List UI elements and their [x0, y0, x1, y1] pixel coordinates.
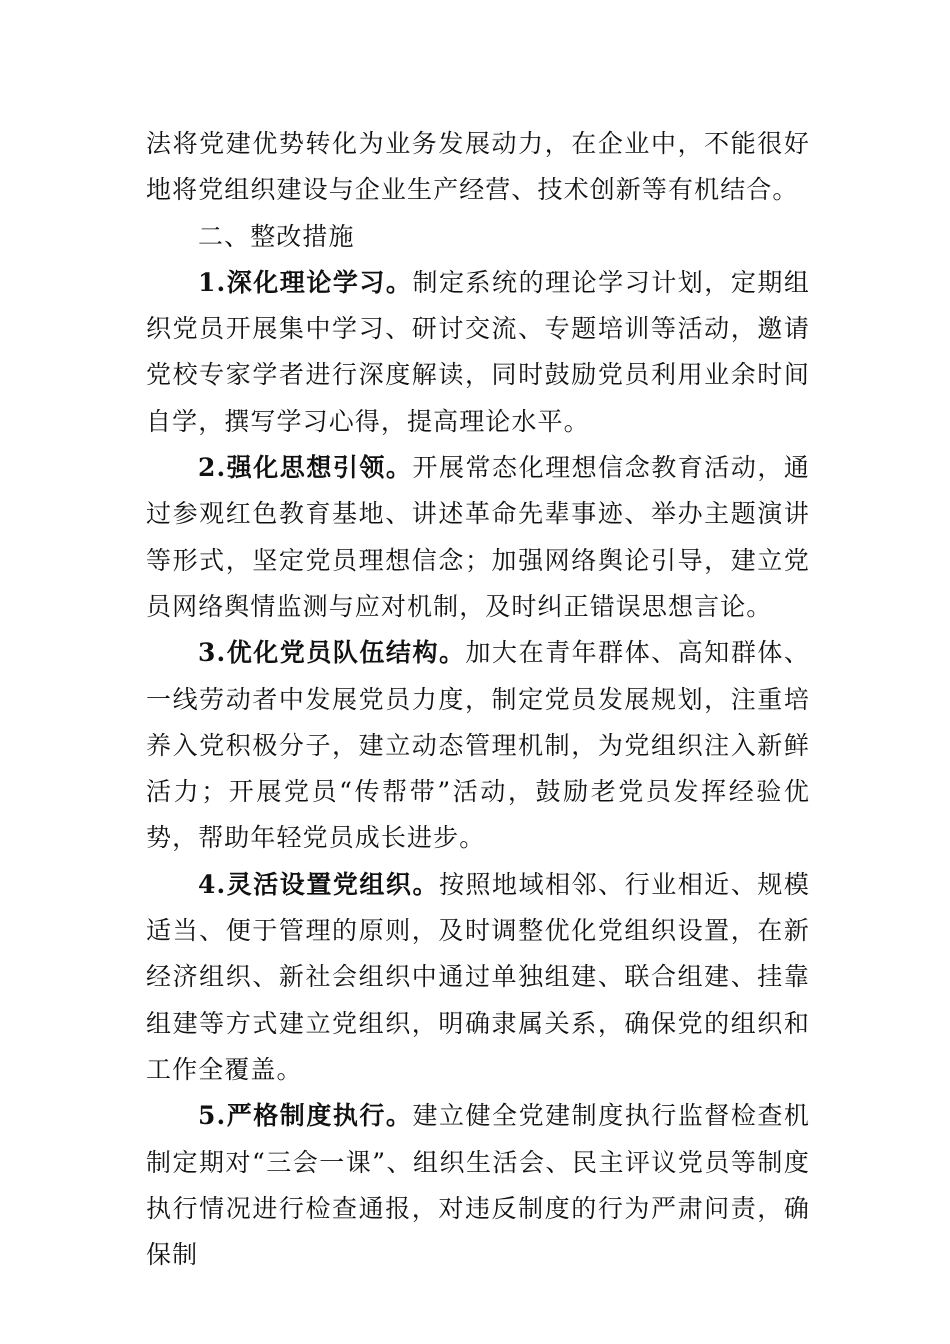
measure-item-2-body: 开展常态化理想信念教育活动，通过参观红色教育基地、讲述革命先辈事迹、举办主题演讲等形式，坚定党员理想信念；加强网络舆论引导，建立党员网络舆情监测与应对机制，及时纠正错误思想言论。	[146, 453, 810, 621]
intro-paragraph: 法将党建优势转化为业务发展动力，在企业中，不能很好地将党组织建设与企业生产经营、技术创新等有机结合。	[146, 129, 810, 205]
measure-item-5-title: 5.严格制度执行。	[198, 1101, 413, 1131]
measure-item-3-title: 3.优化党员队伍结构。	[198, 638, 466, 668]
measure-item-2-title: 2.强化思想引领。	[198, 453, 413, 483]
measure-item-4-body: 按照地域相邻、行业相近、规模适当、便于管理的原则，及时调整优化党组织设置，在新经济组织、新社会组织中通过单独组建、联合组建、挂靠组建等方式建立党组织，明确隶属关系，确保党的组织和工作全覆盖。	[146, 869, 810, 1084]
section-heading: 二、整改措施	[198, 221, 355, 251]
measure-item-3	[146, 630, 810, 861]
document-body	[146, 121, 810, 1278]
measure-item-1-title: 1.深化理论学习。	[198, 267, 413, 297]
measure-item-1-body: 制定系统的理论学习计划，定期组织党员开展集中学习、研讨交流、专题培训等活动，邀请党校专家学者进行深度解读，同时鼓励党员利用业余时间自学，撰写学习心得，提高理论水平。	[146, 267, 810, 436]
measure-item-5	[146, 1093, 810, 1278]
measure-item-3-body: 加大在青年群体、高知群体、一线劳动者中发展党员力度，制定党员发展规划，注重培养入党积极分子，建立动态管理机制，为党组织注入新鲜活力；开展党员“传帮带”活动，鼓励老党员发挥经验优势，帮助年轻党员成长进步。	[146, 638, 810, 853]
measure-item-4-title: 4.灵活设置党组织。	[198, 869, 439, 899]
measure-item-2	[146, 445, 810, 630]
measure-item-5-body: 建立健全党建制度执行监督检查机制定期对“三会一课”、组织生活会、民主评议党员等制度执行情况进行检查通报，对违反制度的行为严肃问责，确保制	[146, 1101, 810, 1270]
measure-item-4	[146, 862, 810, 1093]
measure-item-1	[146, 260, 810, 445]
